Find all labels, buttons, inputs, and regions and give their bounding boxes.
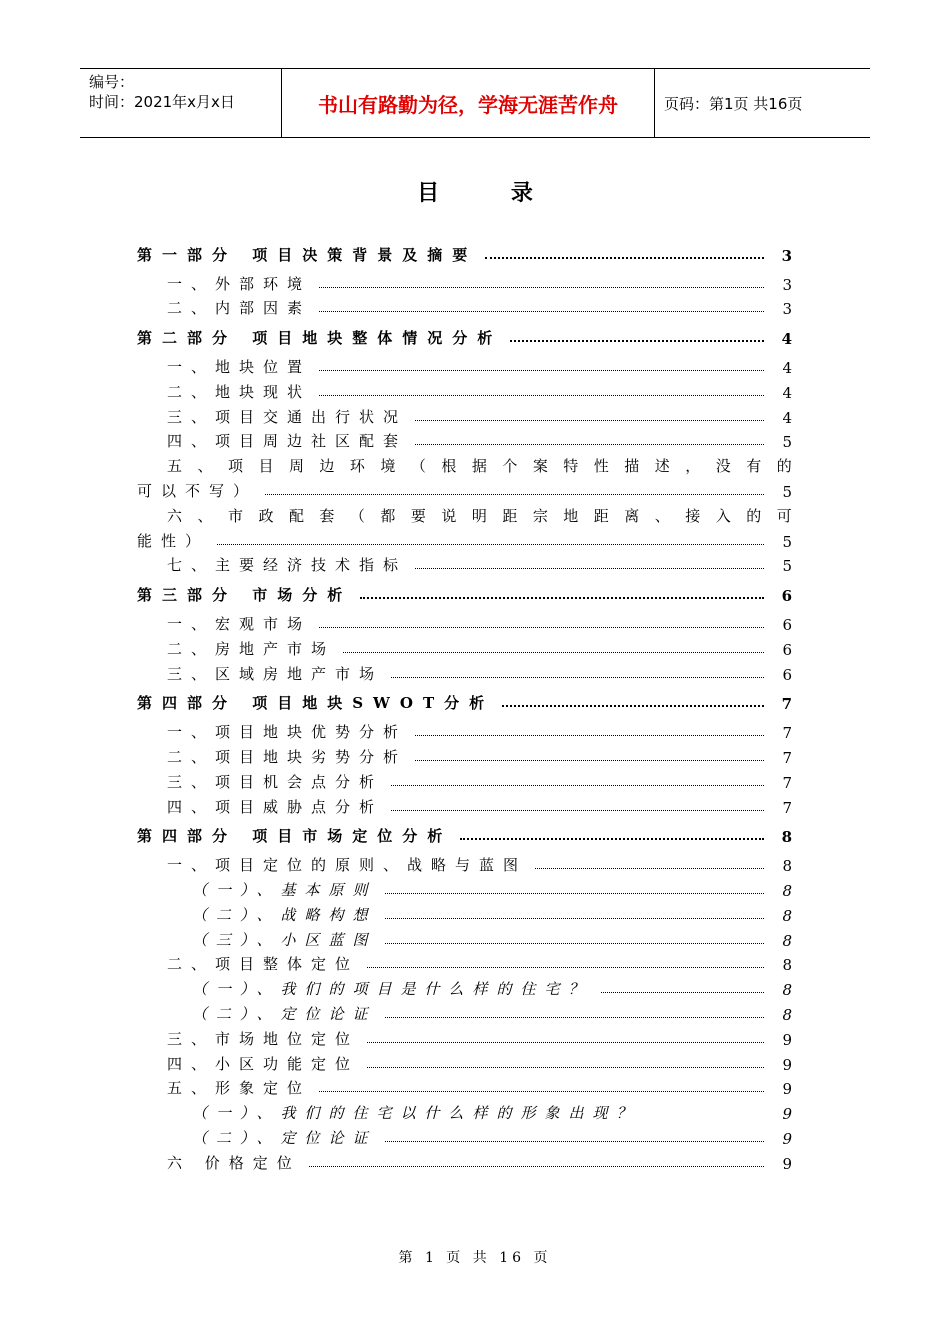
toc-entry[interactable] [137,950,792,975]
toc-entry-label: （一）、基本原则 [192,880,377,899]
toc-leader-dots [319,627,764,628]
toc-entry[interactable] [137,377,792,402]
toc-leader-dots [391,785,764,786]
toc-part-entry[interactable] [137,580,792,605]
toc-entry-label: 三、项目交通出行状况 [167,407,408,426]
toc-entry-label: 一、项目地块优势分析 [167,723,408,742]
toc-entry[interactable] [137,742,792,767]
toc-entry[interactable] [137,1148,792,1173]
toc-entry[interactable] [137,634,792,659]
toc-part-entry[interactable] [137,689,792,714]
toc-leader-dots [415,568,764,569]
toc-page-number: 9 [782,1080,792,1099]
toc-entry-label: 一、地块位置 [167,357,312,376]
toc-entry[interactable] [137,900,792,925]
toc-entry-label: （一）、我们的项目是什么样的住宅？ [192,980,593,999]
toc-page-number: 8 [782,981,792,1000]
toc-page-number: 5 [782,532,792,551]
toc-leader-dots [309,1166,764,1167]
toc-entry[interactable] [137,1049,792,1074]
toc-entry[interactable] [137,427,792,452]
header-motto: 书山有路勤为径，学海无涯苦作舟 [282,69,655,137]
toc-page-number: 7 [782,798,792,817]
toc-leader-dots [385,918,764,919]
toc-entry-label: 第一部分 项目决策背景及摘要 [137,245,478,264]
toc-leader-dots [601,992,764,993]
toc-entry-label: （三）、小区蓝图 [192,930,377,949]
toc-page-number: 6 [782,665,792,684]
toc-entry[interactable] [137,451,792,501]
toc-page-number: 7 [781,695,792,714]
toc-entry-label: 四、小区功能定位 [167,1054,360,1073]
toc-leader-dots [265,494,764,495]
toc-entry-label: 二、项目地块劣势分析 [167,747,408,766]
page-footer: 第 1 页 共 16 页 [398,1250,552,1266]
toc-entry[interactable] [137,875,792,900]
toc-entry-label: 第四部分 项目市场定位分析 [137,827,453,846]
toc-page-number: 6 [782,640,792,659]
toc-entry[interactable] [137,352,792,377]
toc-entry[interactable] [137,269,792,294]
toc-entry-label: 三、市场地位定位 [167,1029,360,1048]
toc-entry-label: 第二部分 项目地块整体情况分析 [137,329,503,348]
toc-page-number: 5 [782,557,792,576]
toc-entry[interactable] [137,925,792,950]
toc-entry-label: 二、地块现状 [167,382,312,401]
toc-page-number: 8 [782,881,792,900]
toc-part-entry[interactable] [137,240,792,265]
toc-leader-dots [385,1141,764,1142]
toc-page-number: 9 [782,1055,792,1074]
toc-entry-label: 二、房地产市场 [167,639,336,658]
toc-leader-dots [415,760,764,761]
toc-page-number: 3 [781,246,792,265]
toc-page-number: 8 [782,1005,792,1024]
toc-entry[interactable] [137,609,792,634]
toc-leader-dots [217,544,764,545]
toc-leader-dots [367,1067,764,1068]
toc-entry[interactable] [137,1123,792,1148]
toc-entry[interactable] [137,974,792,999]
toc-entry-label: 一、宏观市场 [167,614,312,633]
toc-entry[interactable] [137,1098,792,1123]
header-time-label: 时间：2021年x月x日 [89,93,235,111]
toc-page-number: 6 [782,615,792,634]
toc-entry-label: 二、项目整体定位 [167,955,360,974]
toc-page-number: 9 [782,1129,792,1148]
toc-entry-line1: 六 、 市 政 配 套 （ 都 要 说 明 距 宗 地 距 离 、 接 入 的 可 [167,506,792,525]
toc-entry-label: 一、项目定位的原则、战略与蓝图 [167,856,528,875]
toc-page-number: 4 [782,358,792,377]
toc-entry-label: （一）、我们的住宅以什么样的形象出现？ [192,1104,641,1123]
toc-entry-label: （二）、定位论证 [192,1128,377,1147]
toc-part-entry[interactable] [137,822,792,847]
toc-entry-label: 三、项目机会点分析 [167,772,384,791]
toc-part-entry[interactable] [137,323,792,348]
toc-leader-dots [415,420,764,421]
toc-entry-line2: 可以不写） [137,481,258,500]
toc-leader-dots [535,868,764,869]
toc-leader-dots [415,444,764,445]
toc-page-number: 3 [782,275,792,294]
toc-entry[interactable] [137,551,792,576]
toc-page-number: 7 [782,773,792,792]
toc-leader-dots [385,1017,764,1018]
toc-leader-dots [360,597,764,599]
toc-leader-dots [415,735,764,736]
document-header [80,68,870,138]
toc-entry[interactable] [137,767,792,792]
toc-entry[interactable] [137,792,792,817]
toc-leader-dots [460,838,764,840]
toc-leader-dots [367,967,764,968]
toc-page-number: 5 [782,433,792,452]
toc-entry-label: 六 价格定位 [167,1153,301,1172]
toc-page-number: 9 [782,1154,792,1173]
toc-leader-dots [319,1091,764,1092]
toc-entry-label: 七、主要经济技术指标 [167,556,408,575]
toc-leader-dots [385,943,764,944]
toc-entry[interactable] [137,999,792,1024]
toc-page-number: 8 [782,931,792,950]
toc-entry-label: 三、区域房地产市场 [167,664,384,683]
toc-entry[interactable] [137,850,792,875]
table-of-contents [137,240,792,1173]
toc-page-number: 4 [782,408,792,427]
header-info-cell [80,69,282,137]
toc-page-number: 3 [782,300,792,319]
toc-page-number: 7 [782,724,792,743]
toc-entry[interactable] [137,402,792,427]
toc-page-number: 6 [781,587,792,606]
toc-entry-label: 第四部分 项目地块SWOT分析 [137,694,495,713]
toc-entry-line1: 五 、 项 目 周 边 环 境 （ 根 据 个 案 特 性 描 述 ， 没 有 的 [167,457,792,476]
toc-leader-dots [319,370,764,371]
toc-page-number: 9 [782,1030,792,1049]
toc-page-number: 9 [782,1105,792,1124]
toc-page-number: 8 [781,828,792,847]
header-page-label: 页码：第1页 共16页 [664,94,803,113]
toc-entry-label: （二）、定位论证 [192,1004,377,1023]
toc-title: 目 录 [417,180,565,206]
toc-leader-dots [510,340,764,342]
toc-page-number: 5 [782,482,792,501]
toc-entry-line2: 能性） [137,531,210,550]
toc-page-number: 8 [782,857,792,876]
toc-entry-label: 二、内部因素 [167,299,312,318]
toc-leader-dots [319,287,764,288]
toc-leader-dots [319,311,764,312]
toc-leader-dots [485,257,764,259]
toc-leader-dots [502,705,764,707]
toc-leader-dots [367,1042,764,1043]
toc-leader-dots [391,810,764,811]
header-number-label: 编号： [89,73,135,91]
toc-page-number: 7 [782,748,792,767]
toc-entry-label: 四、项目周边社区配套 [167,432,408,451]
toc-entry-label: （二）、战略构想 [192,905,377,924]
toc-entry[interactable] [137,659,792,684]
toc-entry[interactable] [137,717,792,742]
toc-page-number: 4 [782,383,792,402]
toc-leader-dots [391,677,764,678]
toc-entry-label: 五、形象定位 [167,1079,312,1098]
toc-entry[interactable] [137,294,792,319]
toc-page-number: 8 [782,906,792,925]
toc-leader-dots [343,652,764,653]
toc-entry-label: 第三部分 市场分析 [137,586,353,605]
toc-entry-label: 四、项目威胁点分析 [167,797,384,816]
toc-leader-dots [319,395,764,396]
toc-page-number: 8 [782,956,792,975]
toc-page-number: 4 [781,330,792,349]
toc-entry[interactable] [137,1024,792,1049]
toc-entry-label: 一、外部环境 [167,274,312,293]
toc-entry[interactable] [137,501,792,551]
toc-entry[interactable] [137,1074,792,1099]
toc-leader-dots [385,893,764,894]
